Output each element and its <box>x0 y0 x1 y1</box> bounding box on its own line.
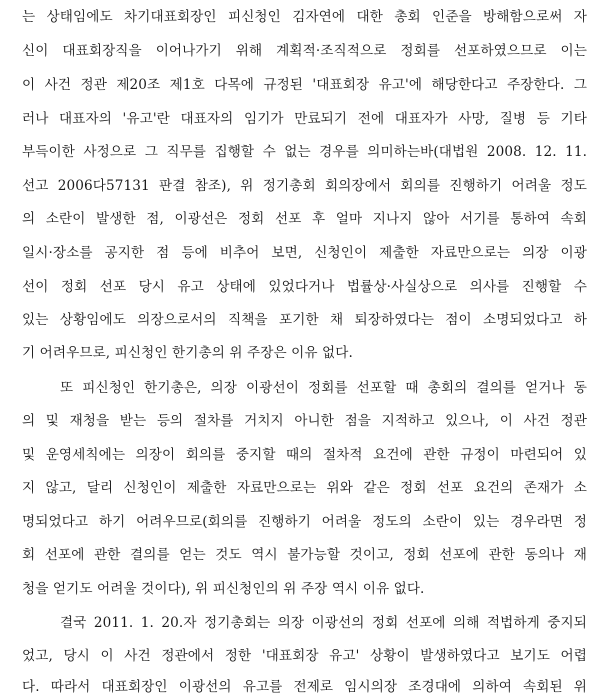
text-line: 선이 정회 선포 당시 유고 상태에 있었다거나 법률상·사실상으로 의사를 진행할 수 <box>22 279 587 295</box>
text-line: 및 운영세칙에는 의장이 회의를 중지할 때의 절차적 요건에 관한 규정이 마련되어 있 <box>22 447 587 463</box>
text-line: 회 선포에 관한 결의를 얻는 것도 역시 불가능할 것이고, 정회 선포에 관한 동의나 재 <box>22 547 587 563</box>
paragraph-first-line: 또 피신청인 한기총은, 의장 이광선이 정회를 선포할 때 총회의 결의를 얻거나 동 <box>60 380 587 396</box>
text-line: 부득이한 사정으로 그 직무를 집행할 수 없는 경우를 의미하는바(대법원 2008. 12. 11. <box>22 144 587 160</box>
text-line: 는 상태임에도 차기대표회장인 피신청인 김자연에 대한 총회 인준을 방해함으로써 자 <box>22 9 587 25</box>
text-line: 러나 대표자의 '유고'란 대표자의 임기가 만료되기 전에 대표자가 사망, 질병 등 기타 <box>22 111 587 127</box>
text-line: 있는 상황임에도 의장으로서의 직책을 포기한 채 퇴장하였다는 점이 소명되었다고 하 <box>22 312 587 328</box>
text-line: 의 소란이 발생한 점, 이광선은 정회 선포 후 얼마 지나지 않아 서기를 통하여 속회 <box>22 211 587 227</box>
text-line: 명되었다고 하기 어려우므로(회의를 진행하기 어려울 정도의 소란이 있는 경우라면 정 <box>22 514 587 530</box>
paragraph-first-line: 결국 2011. 1. 20.자 정기총회는 의장 이광선의 정회 선포에 의해 적법하게 중지되 <box>60 615 587 631</box>
text-line: 기 어려우므로, 피신청인 한기총의 위 주장은 이유 없다. <box>22 345 353 361</box>
text-line: 이 사건 정관 제20조 제1호 다목에 규정된 '대표회장 유고'에 해당한다고 주장한다. 그 <box>22 77 587 93</box>
text-line: 지 않고, 달리 신청인이 제출한 자료만으로는 위와 같은 정회 선포 요건의 존재가 소 <box>22 480 587 496</box>
text-line: 다. 따라서 대표회장인 이광선의 유고를 전제로 임시의장 조경대에 의하여 속회된 위 <box>22 679 587 695</box>
text-line: 선고 2006다57131 판결 참조), 위 정기총회 회의장에서 회의를 진행하기 어려울 정도 <box>22 178 587 194</box>
text-line: 었고, 당시 이 사건 정관에서 정한 '대표회장 유고' 상황이 발생하였다고 보기도 어렵 <box>22 648 587 664</box>
text-line: 일시·장소를 공지한 점 등에 비추어 보면, 신청인이 제출한 자료만으로는 의장 이광 <box>22 245 587 261</box>
text-line: 신이 대표회장직을 이어나가기 위해 계획적·조직적으로 정회를 선포하였으므로 이는 <box>22 43 587 59</box>
text-line: 청을 얻기도 어려울 것이다), 위 피신청인의 위 주장 역시 이유 없다. <box>22 581 425 597</box>
text-line: 의 및 재청을 받는 등의 절차를 거치지 아니한 점을 지적하고 있으나, 이 사건 정관 <box>22 413 587 429</box>
